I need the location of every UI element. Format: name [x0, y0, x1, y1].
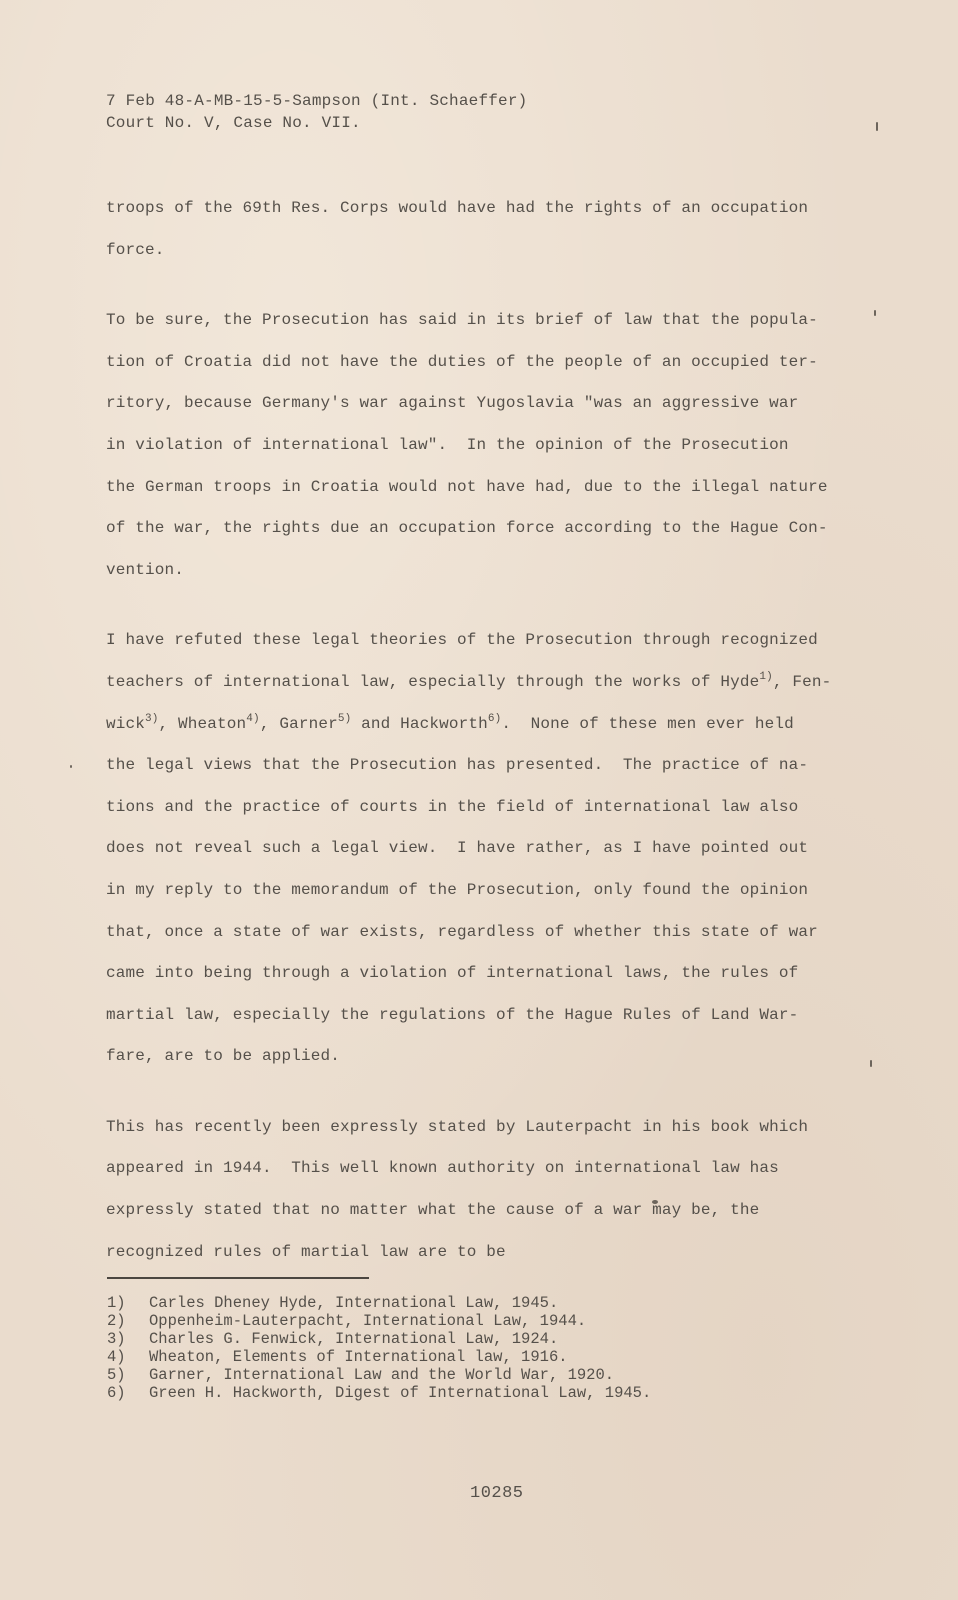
paper-speck: [876, 122, 878, 131]
footnote-item: [107, 1294, 651, 1312]
page-number: 10285: [470, 1484, 524, 1503]
text-line: that, once a state of war exists, regardless of whether this state of war: [106, 922, 818, 941]
footnote-item: [107, 1366, 651, 1384]
text-line: expressly stated that no matter what the cause of a war may be, the: [106, 1201, 760, 1220]
footnote-item: [107, 1348, 651, 1366]
footnote-number: 5): [107, 1366, 126, 1384]
document-header: [106, 90, 527, 134]
text-line: martial law, especially the regulations of the Hague Rules of Land War-: [106, 1005, 799, 1024]
footnote-number: 4): [107, 1348, 126, 1366]
footnote-text: Oppenheim-Lauterpacht, International Law, 1944.: [149, 1312, 587, 1330]
paragraph-3: [106, 620, 866, 1078]
body-text: [106, 188, 866, 1273]
footnote-text: Carles Dheney Hyde, International Law, 1945.: [149, 1294, 559, 1312]
text-line: fare, are to be applied.: [106, 1047, 341, 1066]
text-line: recognized rules of martial law are to be: [106, 1242, 506, 1261]
text-segment: , Fen-: [772, 672, 832, 691]
footnote-ref: 1): [759, 670, 773, 683]
footnote-number: 2): [107, 1312, 126, 1330]
footnote-number: 1): [107, 1294, 126, 1312]
footnote-item: [107, 1312, 651, 1330]
text-line: force.: [106, 240, 165, 259]
text-line: To be sure, the Prosecution has said in its brief of law that the popula-: [106, 311, 818, 330]
text-line: the German troops in Croatia would not have had, due to the illegal nature: [106, 477, 828, 496]
footnote-text: Green H. Hackworth, Digest of International Law, 1945.: [149, 1384, 652, 1402]
text-line: vention.: [106, 560, 185, 579]
text-segment: . None of these men ever held: [501, 714, 794, 733]
footnote-text: Garner, International Law and the World War, 1920.: [149, 1366, 615, 1384]
footnote-ref: 4): [246, 712, 260, 725]
text-line: in my reply to the memorandum of the Prosecution, only found the opinion: [106, 880, 809, 899]
text-line: of the war, the rights due an occupation force according to the Hague Con-: [106, 519, 828, 538]
text-segment: wick: [106, 714, 146, 733]
paragraph-2: [106, 300, 866, 591]
text-segment: , Garner: [259, 714, 338, 733]
footnote-ref: 5): [337, 712, 352, 725]
text-line: the legal views that the Prosecution has presented. The practice of na-: [106, 756, 809, 775]
paper-speck: [870, 1060, 872, 1067]
footnote-number: 3): [107, 1330, 126, 1348]
header-court-case: Court No. V, Case No. VII.: [106, 114, 361, 132]
paper-speck: [874, 310, 876, 316]
footnote-ref: 6): [487, 712, 502, 725]
text-line: appeared in 1944. This well known authority on international law has: [106, 1159, 779, 1178]
text-line-with-footnotes: [106, 704, 866, 746]
text-line: came into being through a violation of international laws, the rules of: [106, 964, 799, 983]
footnote-divider: [107, 1277, 369, 1279]
footnotes: [107, 1294, 651, 1402]
footnote-text: Charles G. Fenwick, International Law, 1924.: [149, 1330, 559, 1348]
footnote-item: [107, 1384, 651, 1402]
text-line: in violation of international law". In the opinion of the Prosecution: [106, 435, 789, 454]
text-line: troops of the 69th Res. Corps would have had the rights of an occupation: [106, 199, 809, 217]
header-reference: 7 Feb 48-A-MB-15-5-Sampson (Int. Schaeffer): [106, 92, 528, 110]
paragraph-4: [106, 1107, 866, 1273]
text-line: tions and the practice of courts in the field of international law also: [106, 797, 799, 816]
text-line: tion of Croatia did not have the duties of the people of an occupied ter-: [106, 352, 818, 371]
paper-speck: [70, 765, 72, 768]
text-segment: , Wheaton: [158, 714, 247, 733]
text-segment: teachers of international law, especially through the works of Hyde: [106, 672, 760, 691]
footnote-ref: 3): [145, 712, 159, 725]
text-line: I have refuted these legal theories of the Prosecution through recognized: [106, 631, 818, 650]
text-line: does not reveal such a legal view. I have rather, as I have pointed out: [106, 839, 809, 858]
text-line: ritory, because Germany's war against Yugoslavia "was an aggressive war: [106, 394, 799, 413]
paragraph-1: [106, 188, 866, 271]
text-line-with-footnote: [106, 662, 866, 704]
footnote-item: [107, 1330, 651, 1348]
footnote-number: 6): [107, 1384, 126, 1402]
footnote-text: Wheaton, Elements of International law, 1916.: [149, 1348, 568, 1366]
text-line: This has recently been expressly stated by Lauterpacht in his book which: [106, 1117, 809, 1136]
text-segment: and Hackworth: [351, 714, 488, 733]
